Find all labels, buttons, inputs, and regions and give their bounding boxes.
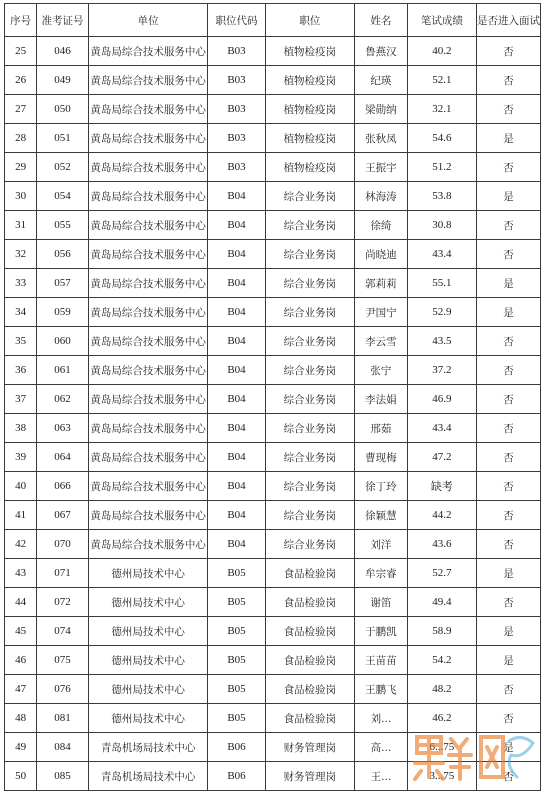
cell-unit: 黄岛局综合技术服务中心 bbox=[88, 356, 208, 385]
cell-unit: 青岛机场局技术中心 bbox=[88, 762, 208, 791]
cell-seq: 50 bbox=[5, 762, 37, 791]
cell-seq: 25 bbox=[5, 37, 37, 66]
cell-unit: 黄岛局综合技术服务中心 bbox=[88, 153, 208, 182]
cell-seq: 32 bbox=[5, 240, 37, 269]
cell-score: 46.9 bbox=[407, 385, 476, 414]
cell-name: 鲁燕汉 bbox=[355, 37, 408, 66]
cell-position: 植物检疫岗 bbox=[265, 66, 355, 95]
cell-unit: 黄岛局综合技术服务中心 bbox=[88, 182, 208, 211]
table-row bbox=[5, 472, 541, 501]
cell-position-code: B06 bbox=[208, 733, 265, 762]
results-table bbox=[4, 3, 541, 791]
cell-score: 46.2 bbox=[407, 704, 476, 733]
cell-seq: 30 bbox=[5, 182, 37, 211]
cell-position-code: B03 bbox=[208, 37, 265, 66]
cell-ticket-no: 067 bbox=[37, 501, 88, 530]
cell-ticket-no: 046 bbox=[37, 37, 88, 66]
cell-unit: 黄岛局综合技术服务中心 bbox=[88, 124, 208, 153]
cell-unit: 黄岛局综合技术服务中心 bbox=[88, 501, 208, 530]
cell-unit: 黄岛局综合技术服务中心 bbox=[88, 269, 208, 298]
cell-ticket-no: 062 bbox=[37, 385, 88, 414]
table-row bbox=[5, 240, 541, 269]
col-header-unit: 单位 bbox=[88, 4, 208, 37]
cell-position-code: B04 bbox=[208, 501, 265, 530]
cell-interview: 否 bbox=[476, 530, 540, 559]
cell-ticket-no: 076 bbox=[37, 675, 88, 704]
header-row bbox=[5, 4, 541, 37]
cell-unit: 黄岛局综合技术服务中心 bbox=[88, 385, 208, 414]
cell-interview: 否 bbox=[476, 443, 540, 472]
cell-interview: 否 bbox=[476, 240, 540, 269]
cell-interview: 否 bbox=[476, 356, 540, 385]
cell-name: 梁勋纳 bbox=[355, 95, 408, 124]
cell-interview: 是 bbox=[476, 733, 540, 762]
cell-interview: 否 bbox=[476, 95, 540, 124]
cell-unit: 黄岛局综合技术服务中心 bbox=[88, 298, 208, 327]
cell-position: 综合业务岗 bbox=[265, 443, 355, 472]
cell-name: 徐丁玲 bbox=[355, 472, 408, 501]
cell-ticket-no: 059 bbox=[37, 298, 88, 327]
cell-name: 刘洋 bbox=[355, 530, 408, 559]
cell-score: 3...75 bbox=[407, 762, 476, 791]
cell-position-code: B04 bbox=[208, 472, 265, 501]
cell-name: 王鹏飞 bbox=[355, 675, 408, 704]
cell-score: 43.6 bbox=[407, 530, 476, 559]
cell-position: 食品检验岗 bbox=[265, 588, 355, 617]
cell-position-code: B04 bbox=[208, 298, 265, 327]
cell-ticket-no: 074 bbox=[37, 617, 88, 646]
cell-position-code: B04 bbox=[208, 327, 265, 356]
cell-interview: 否 bbox=[476, 153, 540, 182]
cell-unit: 黄岛局综合技术服务中心 bbox=[88, 66, 208, 95]
cell-position: 食品检验岗 bbox=[265, 646, 355, 675]
cell-seq: 48 bbox=[5, 704, 37, 733]
cell-ticket-no: 075 bbox=[37, 646, 88, 675]
cell-position-code: B04 bbox=[208, 182, 265, 211]
table-row bbox=[5, 211, 541, 240]
cell-score: 48.2 bbox=[407, 675, 476, 704]
cell-position: 食品检验岗 bbox=[265, 559, 355, 588]
cell-position-code: B05 bbox=[208, 617, 265, 646]
cell-name: 尹国宁 bbox=[355, 298, 408, 327]
cell-unit: 德州局技术中心 bbox=[88, 646, 208, 675]
cell-position-code: B05 bbox=[208, 646, 265, 675]
cell-name: 纪瑛 bbox=[355, 66, 408, 95]
table-row bbox=[5, 95, 541, 124]
cell-position-code: B04 bbox=[208, 530, 265, 559]
cell-seq: 26 bbox=[5, 66, 37, 95]
cell-seq: 37 bbox=[5, 385, 37, 414]
cell-seq: 27 bbox=[5, 95, 37, 124]
cell-name: 王... bbox=[355, 762, 408, 791]
cell-seq: 49 bbox=[5, 733, 37, 762]
cell-interview: 是 bbox=[476, 124, 540, 153]
cell-unit: 黄岛局综合技术服务中心 bbox=[88, 37, 208, 66]
cell-ticket-no: 060 bbox=[37, 327, 88, 356]
cell-name: 牟宗睿 bbox=[355, 559, 408, 588]
cell-position-code: B04 bbox=[208, 414, 265, 443]
cell-ticket-no: 064 bbox=[37, 443, 88, 472]
col-header-position-code: 职位代码 bbox=[208, 4, 265, 37]
cell-position-code: B06 bbox=[208, 762, 265, 791]
col-header-interview: 是否进入面试 bbox=[476, 4, 540, 37]
cell-seq: 44 bbox=[5, 588, 37, 617]
col-header-ticket-no: 准考证号 bbox=[37, 4, 88, 37]
table-row bbox=[5, 704, 541, 733]
cell-interview: 是 bbox=[476, 298, 540, 327]
table-row bbox=[5, 327, 541, 356]
cell-seq: 31 bbox=[5, 211, 37, 240]
cell-position: 植物检疫岗 bbox=[265, 153, 355, 182]
cell-score: 37.2 bbox=[407, 356, 476, 385]
cell-position: 综合业务岗 bbox=[265, 269, 355, 298]
cell-ticket-no: 057 bbox=[37, 269, 88, 298]
cell-position: 植物检疫岗 bbox=[265, 124, 355, 153]
cell-seq: 40 bbox=[5, 472, 37, 501]
cell-score: 53.8 bbox=[407, 182, 476, 211]
cell-interview: 否 bbox=[476, 211, 540, 240]
cell-score: 58.9 bbox=[407, 617, 476, 646]
cell-name: 邢茹 bbox=[355, 414, 408, 443]
cell-unit: 黄岛局综合技术服务中心 bbox=[88, 95, 208, 124]
cell-position-code: B05 bbox=[208, 704, 265, 733]
cell-interview: 是 bbox=[476, 182, 540, 211]
cell-interview: 是 bbox=[476, 269, 540, 298]
cell-interview: 否 bbox=[476, 385, 540, 414]
cell-score: 52.7 bbox=[407, 559, 476, 588]
cell-score: 52.1 bbox=[407, 66, 476, 95]
cell-name: 郭莉莉 bbox=[355, 269, 408, 298]
col-header-name: 姓名 bbox=[355, 4, 408, 37]
cell-name: 徐绮 bbox=[355, 211, 408, 240]
cell-name: 王苗苗 bbox=[355, 646, 408, 675]
cell-seq: 41 bbox=[5, 501, 37, 530]
cell-interview: 否 bbox=[476, 66, 540, 95]
cell-seq: 45 bbox=[5, 617, 37, 646]
table-row bbox=[5, 530, 541, 559]
cell-ticket-no: 061 bbox=[37, 356, 88, 385]
cell-ticket-no: 049 bbox=[37, 66, 88, 95]
cell-ticket-no: 072 bbox=[37, 588, 88, 617]
cell-ticket-no: 052 bbox=[37, 153, 88, 182]
cell-score: 6...75 bbox=[407, 733, 476, 762]
cell-interview: 否 bbox=[476, 37, 540, 66]
cell-name: 王振宇 bbox=[355, 153, 408, 182]
table-row bbox=[5, 733, 541, 762]
table-row bbox=[5, 124, 541, 153]
cell-unit: 德州局技术中心 bbox=[88, 675, 208, 704]
cell-name: 徐颖慧 bbox=[355, 501, 408, 530]
cell-seq: 36 bbox=[5, 356, 37, 385]
table-row bbox=[5, 269, 541, 298]
cell-position: 综合业务岗 bbox=[265, 530, 355, 559]
col-header-position: 职位 bbox=[265, 4, 355, 37]
cell-seq: 47 bbox=[5, 675, 37, 704]
cell-position: 综合业务岗 bbox=[265, 501, 355, 530]
cell-position-code: B03 bbox=[208, 124, 265, 153]
cell-position-code: B04 bbox=[208, 385, 265, 414]
cell-unit: 黄岛局综合技术服务中心 bbox=[88, 530, 208, 559]
cell-position: 财务管理岗 bbox=[265, 762, 355, 791]
cell-ticket-no: 050 bbox=[37, 95, 88, 124]
cell-interview: 否 bbox=[476, 704, 540, 733]
table-row bbox=[5, 646, 541, 675]
cell-score: 54.6 bbox=[407, 124, 476, 153]
cell-ticket-no: 063 bbox=[37, 414, 88, 443]
cell-interview: 否 bbox=[476, 588, 540, 617]
cell-position-code: B04 bbox=[208, 356, 265, 385]
cell-interview: 否 bbox=[476, 327, 540, 356]
table-row bbox=[5, 298, 541, 327]
cell-position: 综合业务岗 bbox=[265, 182, 355, 211]
cell-position: 综合业务岗 bbox=[265, 211, 355, 240]
cell-position: 综合业务岗 bbox=[265, 385, 355, 414]
cell-score: 缺考 bbox=[407, 472, 476, 501]
cell-ticket-no: 051 bbox=[37, 124, 88, 153]
cell-interview: 否 bbox=[476, 414, 540, 443]
cell-position: 植物检疫岗 bbox=[265, 95, 355, 124]
cell-seq: 35 bbox=[5, 327, 37, 356]
cell-position: 食品检验岗 bbox=[265, 704, 355, 733]
cell-ticket-no: 081 bbox=[37, 704, 88, 733]
cell-unit: 黄岛局综合技术服务中心 bbox=[88, 472, 208, 501]
cell-seq: 42 bbox=[5, 530, 37, 559]
cell-ticket-no: 070 bbox=[37, 530, 88, 559]
cell-interview: 否 bbox=[476, 762, 540, 791]
table-row bbox=[5, 443, 541, 472]
cell-interview: 是 bbox=[476, 617, 540, 646]
cell-score: 32.1 bbox=[407, 95, 476, 124]
table-row bbox=[5, 37, 541, 66]
cell-score: 30.8 bbox=[407, 211, 476, 240]
cell-position-code: B04 bbox=[208, 211, 265, 240]
cell-seq: 29 bbox=[5, 153, 37, 182]
cell-position: 综合业务岗 bbox=[265, 327, 355, 356]
cell-ticket-no: 066 bbox=[37, 472, 88, 501]
col-header-seq: 序号 bbox=[5, 4, 37, 37]
cell-unit: 黄岛局综合技术服务中心 bbox=[88, 327, 208, 356]
cell-name: 高... bbox=[355, 733, 408, 762]
cell-position-code: B04 bbox=[208, 269, 265, 298]
cell-position-code: B03 bbox=[208, 153, 265, 182]
cell-position: 综合业务岗 bbox=[265, 298, 355, 327]
cell-position: 综合业务岗 bbox=[265, 414, 355, 443]
table-row bbox=[5, 559, 541, 588]
cell-score: 43.5 bbox=[407, 327, 476, 356]
cell-unit: 德州局技术中心 bbox=[88, 617, 208, 646]
cell-unit: 黄岛局综合技术服务中心 bbox=[88, 443, 208, 472]
cell-name: 刘... bbox=[355, 704, 408, 733]
cell-seq: 46 bbox=[5, 646, 37, 675]
cell-name: 曹现梅 bbox=[355, 443, 408, 472]
cell-position: 植物检疫岗 bbox=[265, 37, 355, 66]
cell-score: 52.9 bbox=[407, 298, 476, 327]
cell-score: 47.2 bbox=[407, 443, 476, 472]
cell-unit: 德州局技术中心 bbox=[88, 588, 208, 617]
cell-ticket-no: 084 bbox=[37, 733, 88, 762]
table-row bbox=[5, 762, 541, 791]
cell-position-code: B03 bbox=[208, 66, 265, 95]
cell-name: 于鹏凯 bbox=[355, 617, 408, 646]
cell-unit: 德州局技术中心 bbox=[88, 559, 208, 588]
cell-ticket-no: 054 bbox=[37, 182, 88, 211]
cell-seq: 34 bbox=[5, 298, 37, 327]
cell-interview: 否 bbox=[476, 501, 540, 530]
cell-unit: 黄岛局综合技术服务中心 bbox=[88, 240, 208, 269]
table-row bbox=[5, 675, 541, 704]
cell-ticket-no: 071 bbox=[37, 559, 88, 588]
cell-name: 张宁 bbox=[355, 356, 408, 385]
table-row bbox=[5, 153, 541, 182]
cell-name: 张秋凤 bbox=[355, 124, 408, 153]
cell-position-code: B05 bbox=[208, 675, 265, 704]
table-row bbox=[5, 356, 541, 385]
cell-interview: 否 bbox=[476, 675, 540, 704]
cell-score: 54.2 bbox=[407, 646, 476, 675]
cell-name: 谢笛 bbox=[355, 588, 408, 617]
table-row bbox=[5, 588, 541, 617]
table-row bbox=[5, 182, 541, 211]
table-row bbox=[5, 501, 541, 530]
col-header-score: 笔试成绩 bbox=[407, 4, 476, 37]
cell-position: 食品检验岗 bbox=[265, 617, 355, 646]
cell-unit: 黄岛局综合技术服务中心 bbox=[88, 211, 208, 240]
cell-seq: 33 bbox=[5, 269, 37, 298]
cell-unit: 德州局技术中心 bbox=[88, 704, 208, 733]
cell-interview: 是 bbox=[476, 559, 540, 588]
cell-name: 尚晓迪 bbox=[355, 240, 408, 269]
cell-score: 40.2 bbox=[407, 37, 476, 66]
cell-interview: 是 bbox=[476, 646, 540, 675]
table-body bbox=[5, 37, 541, 791]
cell-position-code: B03 bbox=[208, 95, 265, 124]
cell-seq: 39 bbox=[5, 443, 37, 472]
table-row bbox=[5, 617, 541, 646]
cell-ticket-no: 055 bbox=[37, 211, 88, 240]
cell-position: 财务管理岗 bbox=[265, 733, 355, 762]
cell-position-code: B04 bbox=[208, 443, 265, 472]
cell-seq: 38 bbox=[5, 414, 37, 443]
cell-position-code: B04 bbox=[208, 240, 265, 269]
cell-seq: 28 bbox=[5, 124, 37, 153]
cell-score: 43.4 bbox=[407, 240, 476, 269]
cell-score: 44.2 bbox=[407, 501, 476, 530]
cell-name: 林海涛 bbox=[355, 182, 408, 211]
cell-ticket-no: 085 bbox=[37, 762, 88, 791]
cell-score: 49.4 bbox=[407, 588, 476, 617]
cell-seq: 43 bbox=[5, 559, 37, 588]
cell-ticket-no: 056 bbox=[37, 240, 88, 269]
cell-position: 综合业务岗 bbox=[265, 472, 355, 501]
cell-position-code: B05 bbox=[208, 588, 265, 617]
table-row bbox=[5, 66, 541, 95]
cell-name: 李云雪 bbox=[355, 327, 408, 356]
cell-interview: 否 bbox=[476, 472, 540, 501]
cell-position: 食品检验岗 bbox=[265, 675, 355, 704]
table-row bbox=[5, 414, 541, 443]
cell-score: 43.4 bbox=[407, 414, 476, 443]
cell-unit: 黄岛局综合技术服务中心 bbox=[88, 414, 208, 443]
table-row bbox=[5, 385, 541, 414]
cell-score: 55.1 bbox=[407, 269, 476, 298]
cell-position: 综合业务岗 bbox=[265, 356, 355, 385]
cell-score: 51.2 bbox=[407, 153, 476, 182]
cell-unit: 青岛机场局技术中心 bbox=[88, 733, 208, 762]
cell-position: 综合业务岗 bbox=[265, 240, 355, 269]
cell-name: 李法娟 bbox=[355, 385, 408, 414]
cell-position-code: B05 bbox=[208, 559, 265, 588]
